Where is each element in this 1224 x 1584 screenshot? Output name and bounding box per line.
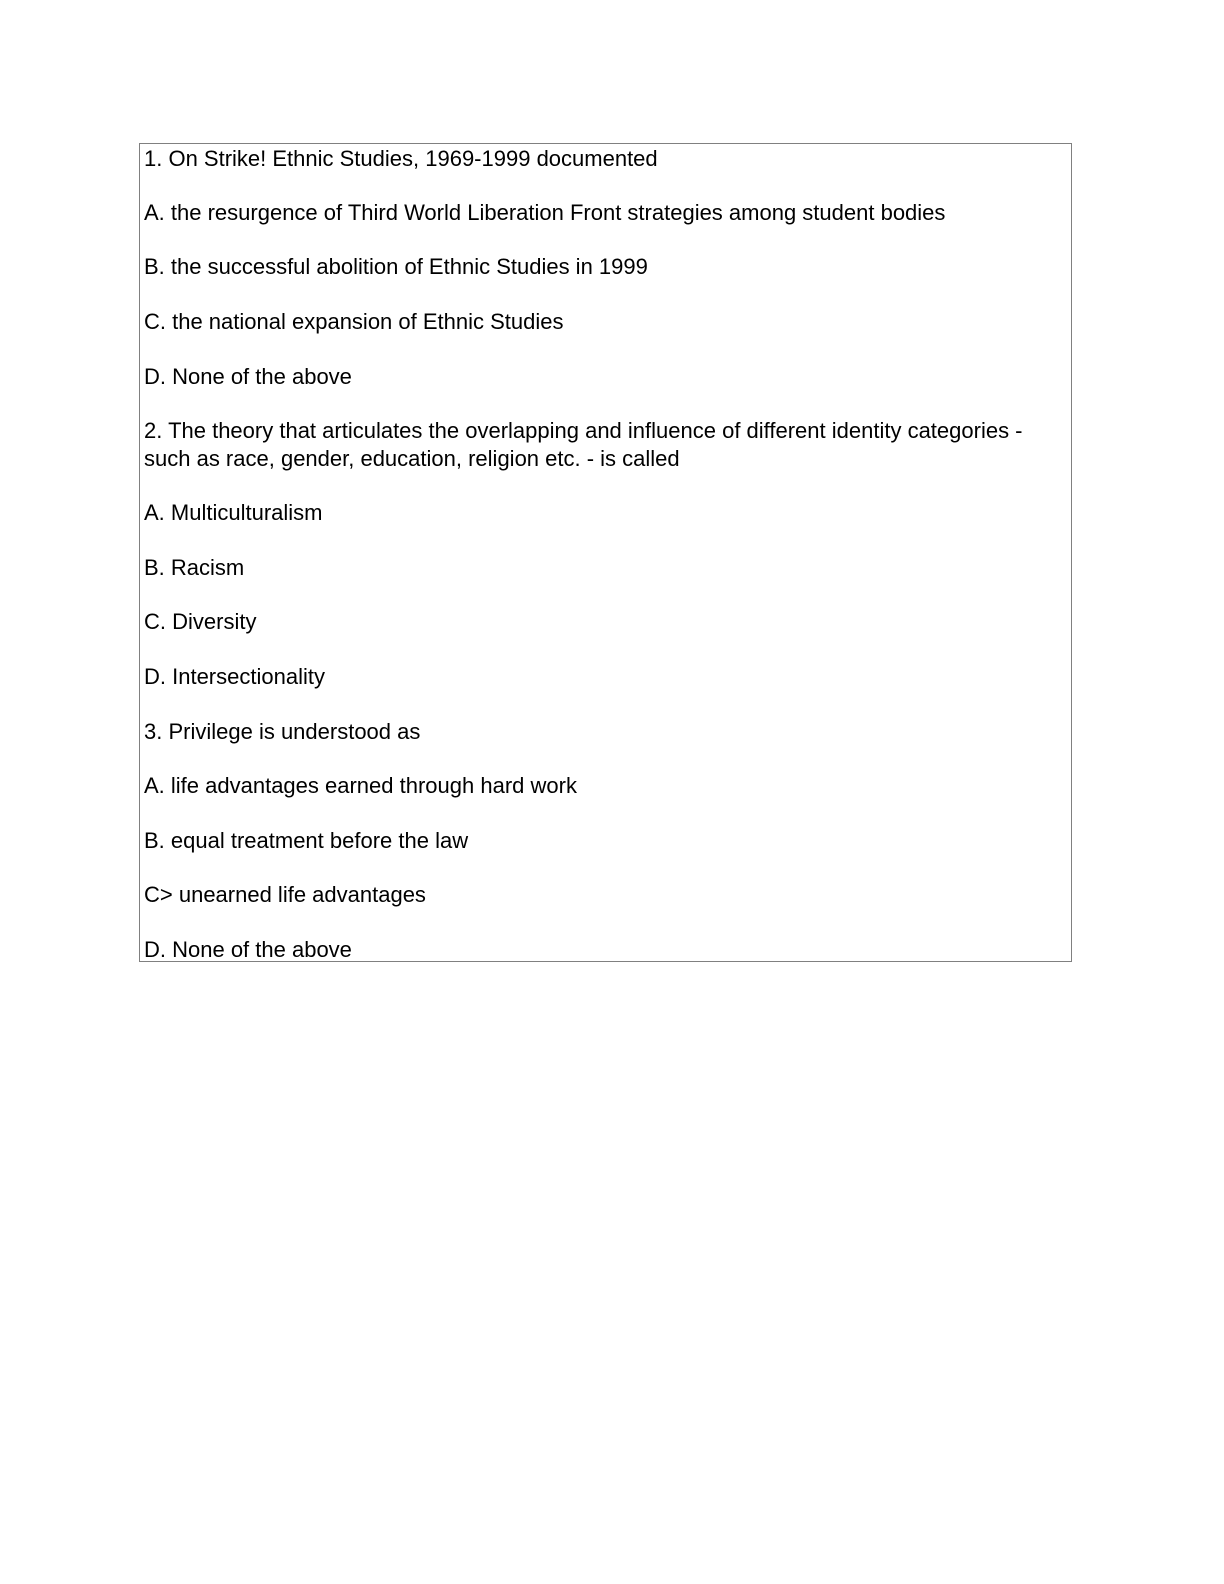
question-3-option-a: A. life advantages earned through hard work	[144, 773, 577, 798]
question-1-option-c: C. the national expansion of Ethnic Studies	[144, 309, 564, 334]
question-2-option-a: A. Multiculturalism	[144, 500, 323, 525]
question-2-prompt: 2. The theory that articulates the overlapping and influence of different identity categories - such as race, gender, education, religion etc. - is called	[144, 418, 1023, 471]
question-2-option-b: B. Racism	[144, 555, 245, 580]
question-1-option-b: B. the successful abolition of Ethnic Studies in 1999	[144, 254, 648, 279]
question-2-option-c: C. Diversity	[144, 609, 257, 634]
quiz-box	[139, 143, 1072, 962]
question-3-option-d: D. None of the above	[144, 937, 352, 962]
question-3-option-b: B. equal treatment before the law	[144, 828, 469, 853]
question-1-option-a: A. the resurgence of Third World Liberation Front strategies among student bodies	[144, 200, 946, 225]
question-2-option-d: D. Intersectionality	[144, 664, 325, 689]
question-3-prompt: 3. Privilege is understood as	[144, 719, 421, 744]
question-1-prompt: 1. On Strike! Ethnic Studies, 1969-1999 documented	[144, 146, 658, 171]
question-1-option-d: D. None of the above	[144, 364, 352, 389]
question-3-option-c: C> unearned life advantages	[144, 882, 426, 907]
